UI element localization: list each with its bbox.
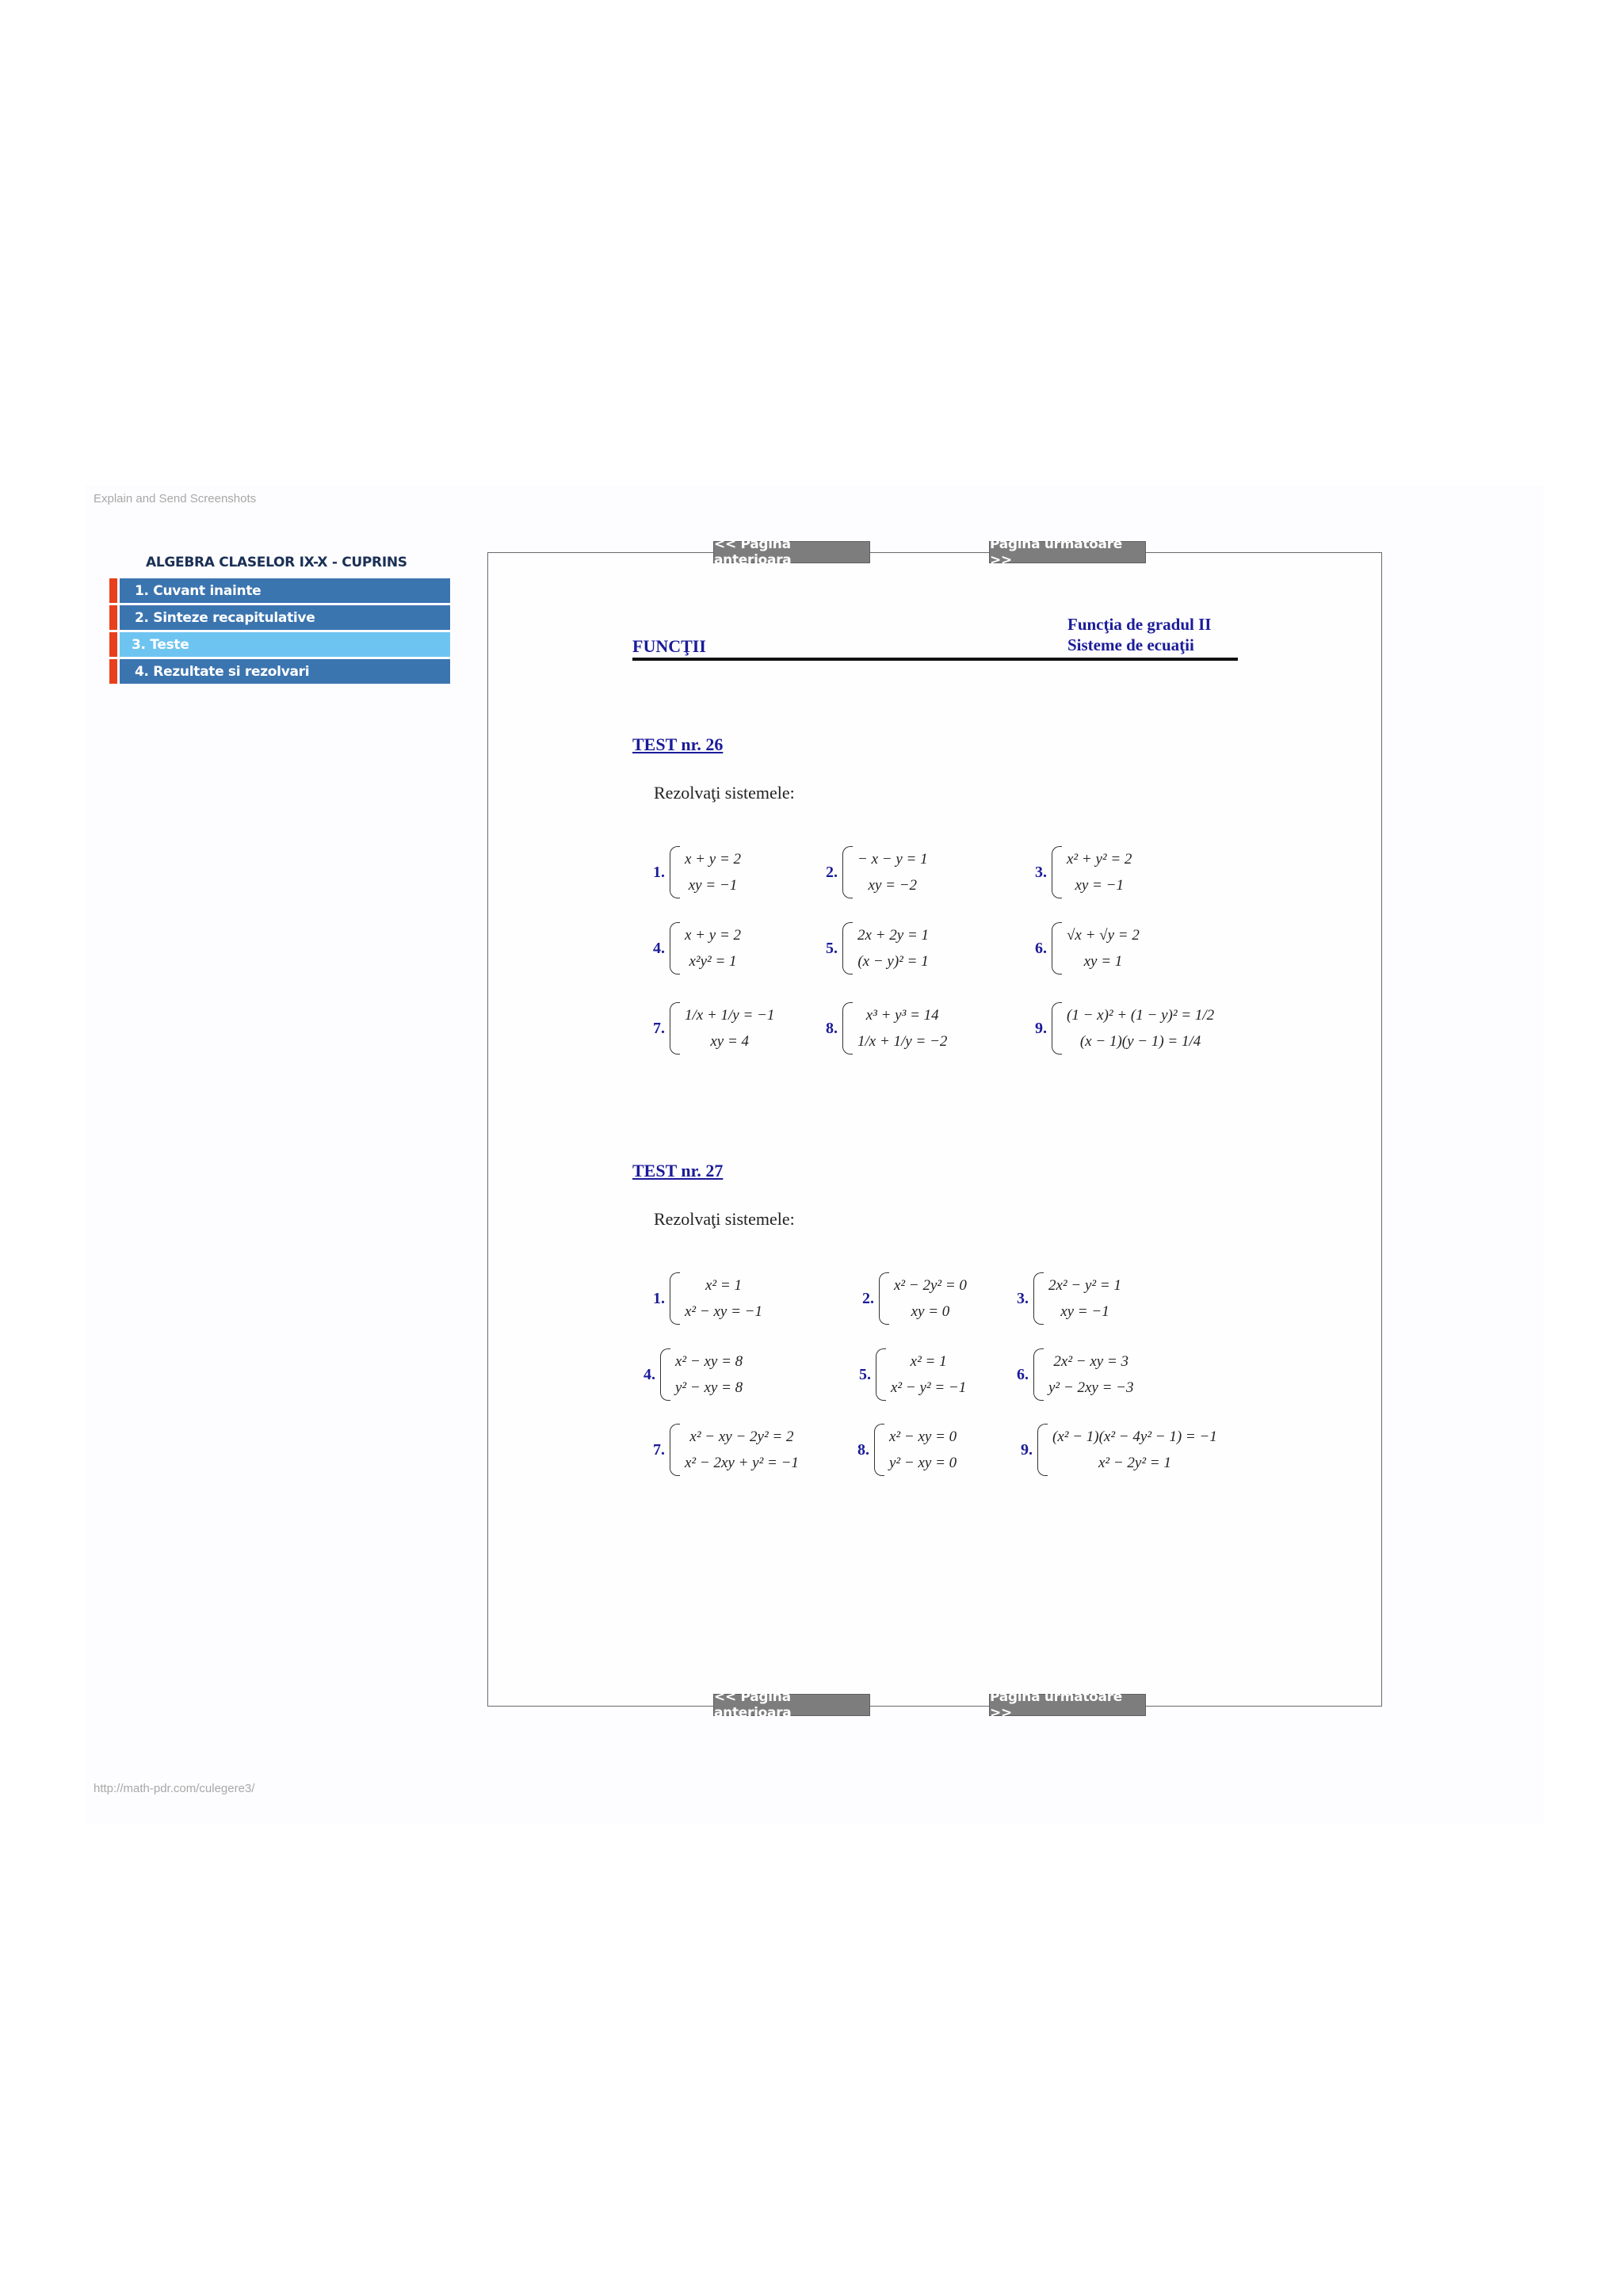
test-27-instruction: Rezolvaţi sistemele: bbox=[654, 1209, 795, 1229]
system-brace bbox=[876, 1348, 886, 1401]
equation-system bbox=[1017, 1272, 1121, 1325]
equation: x²y² = 1 bbox=[689, 953, 737, 970]
prev-page-button-bottom[interactable]: << Pagina anterioara bbox=[713, 1694, 870, 1716]
equation-system bbox=[826, 846, 928, 898]
equation-system bbox=[1035, 1002, 1214, 1055]
system-equations bbox=[857, 1002, 947, 1055]
equation: xy = 0 bbox=[911, 1303, 950, 1320]
equation-system bbox=[862, 1272, 967, 1325]
equation: xy = −1 bbox=[1075, 877, 1124, 894]
system-number: 8. bbox=[857, 1440, 869, 1459]
equation-system bbox=[1017, 1348, 1133, 1401]
equation: xy = 4 bbox=[710, 1033, 750, 1050]
system-equations bbox=[685, 1424, 799, 1476]
equation-system bbox=[826, 922, 929, 974]
system-number: 4. bbox=[653, 939, 665, 957]
system-equations bbox=[894, 1272, 967, 1325]
system-number: 5. bbox=[826, 939, 838, 957]
test-26-title[interactable]: TEST nr. 26 bbox=[632, 734, 724, 754]
equation-system bbox=[826, 1002, 947, 1055]
equation: − x − y = 1 bbox=[857, 851, 928, 868]
equation: 2x + 2y = 1 bbox=[857, 927, 930, 944]
section-title bbox=[1067, 614, 1211, 655]
header-divider bbox=[632, 658, 1238, 661]
system-number: 9. bbox=[1035, 1019, 1047, 1037]
equation: x² − 2xy + y² = −1 bbox=[685, 1455, 799, 1471]
system-brace bbox=[842, 846, 853, 898]
equation: xy = −1 bbox=[1060, 1303, 1109, 1320]
equation: xy = −2 bbox=[868, 877, 918, 894]
system-brace bbox=[670, 846, 680, 898]
system-brace bbox=[879, 1272, 889, 1325]
system-number: 7. bbox=[653, 1440, 665, 1459]
equation: (x − 1)(y − 1) = 1/4 bbox=[1079, 1033, 1201, 1050]
equation: xy = −1 bbox=[688, 877, 738, 894]
equation: x² − 2y² = 1 bbox=[1098, 1455, 1171, 1471]
equation: 1/x + 1/y = −1 bbox=[685, 1007, 775, 1024]
system-equations bbox=[1048, 1272, 1121, 1325]
equation: x² = 1 bbox=[705, 1277, 742, 1294]
system-number: 7. bbox=[653, 1019, 665, 1037]
system-number: 1. bbox=[653, 863, 665, 881]
equation-system bbox=[653, 846, 741, 898]
system-number: 6. bbox=[1017, 1365, 1029, 1383]
equation-system bbox=[1035, 846, 1132, 898]
system-number: 5. bbox=[859, 1365, 871, 1383]
sidebar-item-label: 1. Cuvant inainte bbox=[135, 582, 262, 599]
equation-system bbox=[653, 1002, 774, 1055]
system-number: 1. bbox=[653, 1289, 665, 1307]
section-title-line2: Sisteme de ecuaţii bbox=[1067, 635, 1194, 654]
equation: √x + √y = 2 bbox=[1067, 927, 1140, 944]
equation-system bbox=[653, 922, 741, 974]
equation: 2x² − y² = 1 bbox=[1048, 1277, 1121, 1294]
equation: (1 − x)² + (1 − y)² = 1/2 bbox=[1067, 1007, 1215, 1024]
system-equations bbox=[1067, 846, 1132, 898]
equation: x² = 1 bbox=[910, 1353, 947, 1370]
system-brace bbox=[1033, 1272, 1044, 1325]
system-equations bbox=[685, 1272, 762, 1325]
system-brace bbox=[1052, 1002, 1062, 1055]
system-brace bbox=[670, 1272, 680, 1325]
system-number: 2. bbox=[826, 863, 838, 881]
equation: y² − 2xy = −3 bbox=[1048, 1379, 1134, 1396]
sidebar-item-label: 2. Sinteze recapitulative bbox=[135, 609, 315, 626]
system-brace bbox=[1037, 1424, 1048, 1476]
next-page-button-bottom[interactable]: Pagina urmatoare >> bbox=[989, 1694, 1146, 1716]
system-brace bbox=[1033, 1348, 1044, 1401]
equation: x² + y² = 2 bbox=[1067, 851, 1132, 868]
equation-system bbox=[653, 1424, 799, 1476]
system-brace bbox=[1052, 922, 1062, 974]
system-equations bbox=[675, 1348, 743, 1401]
section-title-line1: Funcţia de gradul II bbox=[1067, 615, 1212, 634]
document-frame bbox=[487, 552, 1382, 1707]
system-brace bbox=[660, 1348, 670, 1401]
system-equations bbox=[1067, 922, 1140, 974]
system-brace bbox=[1052, 846, 1062, 898]
system-equations bbox=[685, 846, 741, 898]
equation: y² − xy = 8 bbox=[675, 1379, 743, 1396]
equation: y² − xy = 0 bbox=[889, 1455, 957, 1471]
system-equations bbox=[891, 1348, 966, 1401]
system-equations bbox=[857, 922, 929, 974]
system-brace bbox=[874, 1424, 884, 1476]
page-url: http://math-pdr.com/culegere3/ bbox=[94, 1782, 255, 1795]
equation: x² − y² = −1 bbox=[891, 1379, 967, 1396]
equation: 2x² − xy = 3 bbox=[1053, 1353, 1129, 1370]
sidebar-item-label: 3. Teste bbox=[132, 636, 189, 653]
sidebar-item-teste[interactable] bbox=[109, 632, 450, 657]
sidebar-item-label: 4. Rezultate si rezolvari bbox=[135, 663, 310, 680]
test-26-instruction: Rezolvaţi sistemele: bbox=[654, 783, 795, 803]
system-equations bbox=[685, 922, 741, 974]
equation: x² − xy = −1 bbox=[685, 1303, 762, 1320]
system-brace bbox=[842, 922, 853, 974]
equation: (x − y)² = 1 bbox=[857, 953, 929, 970]
system-number: 4. bbox=[643, 1365, 655, 1383]
equation: x² − xy = 0 bbox=[889, 1428, 957, 1445]
equation-system bbox=[1021, 1424, 1217, 1476]
system-brace bbox=[670, 1424, 680, 1476]
equation: x² − 2y² = 0 bbox=[894, 1277, 967, 1294]
top-note: Explain and Send Screenshots bbox=[94, 492, 257, 505]
system-equations bbox=[1067, 1002, 1214, 1055]
equation-system bbox=[1035, 922, 1140, 974]
equation: xy = 1 bbox=[1083, 953, 1123, 970]
system-brace bbox=[670, 922, 680, 974]
system-number: 3. bbox=[1017, 1289, 1029, 1307]
equation-system bbox=[643, 1348, 743, 1401]
equation: x³ + y³ = 14 bbox=[865, 1007, 939, 1024]
next-page-button-top[interactable]: Pagina urmatoare >> bbox=[989, 541, 1146, 563]
system-brace bbox=[670, 1002, 680, 1055]
system-brace bbox=[842, 1002, 853, 1055]
equation: x² − xy − 2y² = 2 bbox=[689, 1428, 794, 1445]
prev-page-button-top[interactable]: << Pagina anterioara bbox=[713, 541, 870, 563]
sidebar-title: ALGEBRA CLASELOR IX-X - CUPRINS bbox=[146, 555, 407, 570]
equation-system bbox=[857, 1424, 957, 1476]
sidebar-item-rezultate[interactable] bbox=[109, 659, 450, 684]
sidebar-item-sinteze[interactable] bbox=[109, 605, 450, 630]
system-number: 9. bbox=[1021, 1440, 1033, 1459]
equation-system bbox=[653, 1272, 762, 1325]
equation: x + y = 2 bbox=[685, 927, 742, 944]
equation: 1/x + 1/y = −2 bbox=[857, 1033, 948, 1050]
system-equations bbox=[1048, 1348, 1133, 1401]
system-number: 3. bbox=[1035, 863, 1047, 881]
equation: x² − xy = 8 bbox=[675, 1353, 743, 1370]
system-equations bbox=[889, 1424, 957, 1476]
sidebar bbox=[109, 555, 450, 686]
system-equations bbox=[1052, 1424, 1217, 1476]
system-equations bbox=[685, 1002, 774, 1055]
chapter-title: FUNCŢII bbox=[632, 636, 706, 656]
test-27-title[interactable]: TEST nr. 27 bbox=[632, 1161, 724, 1180]
system-number: 8. bbox=[826, 1019, 838, 1037]
equation: (x² − 1)(x² − 4y² − 1) = −1 bbox=[1052, 1428, 1217, 1445]
system-number: 2. bbox=[862, 1289, 874, 1307]
system-number: 6. bbox=[1035, 939, 1047, 957]
sidebar-item-cuvant-inainte[interactable] bbox=[109, 578, 450, 603]
system-equations bbox=[857, 846, 928, 898]
equation-system bbox=[859, 1348, 966, 1401]
equation: x + y = 2 bbox=[685, 851, 742, 868]
